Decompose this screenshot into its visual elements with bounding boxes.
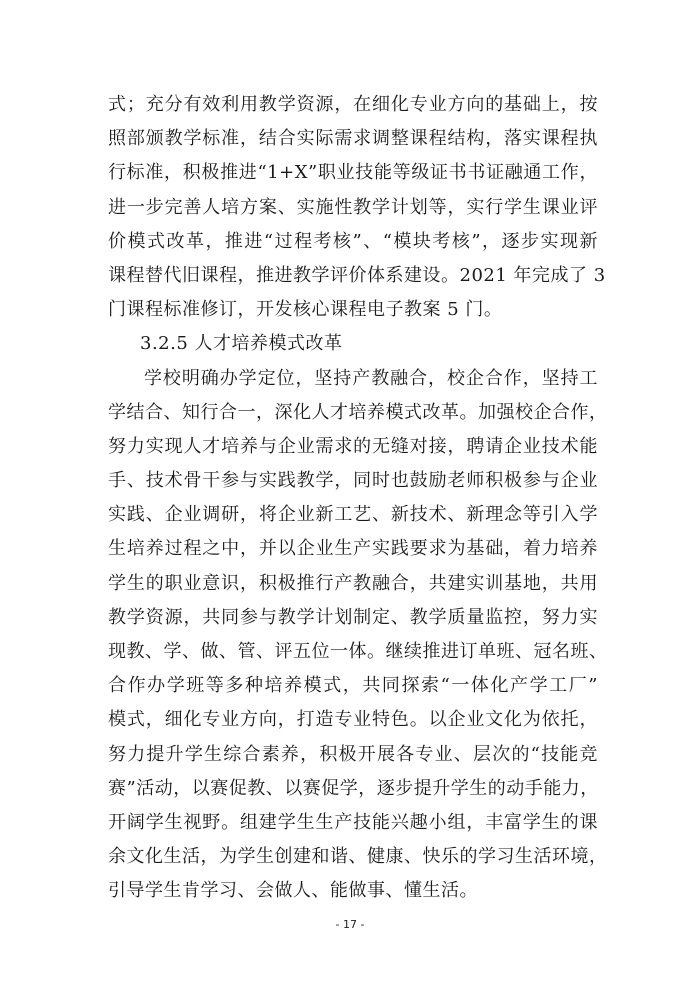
paragraph-2-line: 赛”活动，以赛促教、以赛促学，逐步提升学生的动手能力， <box>108 777 599 799</box>
paragraph-2-line: 生培养过程之中，并以企业生产实践要求为基础，着力培养 <box>108 538 598 560</box>
body-text <box>108 88 608 909</box>
paragraph-2-line: 教学资源，共同参与教学计划制定、教学质量监控，努力实 <box>108 606 598 628</box>
page-number: - 17 - <box>335 918 365 931</box>
paragraph-1-line: 进一步完善人培方案、实施性教学计划等，实行学生课业评 <box>108 196 598 218</box>
paragraph-2-line: 开阔学生视野。组建学生生产技能兴趣小组，丰富学生的课 <box>108 811 598 833</box>
paragraph-2-line: 引导学生肯学习、会做人、能做事、懂生活。 <box>108 880 478 902</box>
paragraph-2-line: 模式，细化专业方向，打造专业特色。以企业文化为依托， <box>108 709 598 731</box>
paragraph-2-line: 余文化生活，为学生创建和谐、健康、快乐的学习生活环境， <box>108 846 608 868</box>
paragraph-1-line: 照部颁教学标准，结合实际需求调整课程结构，落实课程执 <box>108 128 598 150</box>
paragraph-2-line: 学校明确办学定位，坚持产教融合，校企合作，坚持工 <box>144 367 598 389</box>
paragraph-1-line: 行标准，积极推进“1+X”职业技能等级证书书证融通工作， <box>108 162 598 184</box>
paragraph-1-line: 课程替代旧课程，推进教学评价体系建设。2021 年完成了 3 <box>108 264 606 286</box>
paragraph-2-line: 实践、企业调研，将企业新工艺、新技术、新理念等引入学 <box>108 504 598 526</box>
paragraph-1-line: 价模式改革，推进“过程考核”、“模块考核”，逐步实现新 <box>108 230 598 252</box>
paragraph-2-line: 手、技术骨干参与实践教学，同时也鼓励老师积极参与企业 <box>108 470 598 492</box>
paragraph-1-line: 式；充分有效利用教学资源，在细化专业方向的基础上，按 <box>108 94 598 115</box>
paragraph-2-line: 学结合、知行合一，深化人才培养模式改革。加强校企合作， <box>108 401 608 423</box>
paragraph-2-line: 现教、学、做、管、评五位一体。继续推进订单班、冠名班、 <box>108 641 608 662</box>
paragraph-2-line: 努力实现人才培养与企业需求的无缝对接，聘请企业技术能 <box>108 435 598 457</box>
section-heading: 3.2.5 人才培养模式改革 <box>140 333 343 355</box>
paragraph-1-line: 门课程标准修订，开发核心课程电子教案 5 门。 <box>108 299 503 321</box>
paragraph-2-line: 努力提升学生综合素养，积极开展各专业、层次的“技能竞 <box>108 743 598 765</box>
paragraph-2-line: 合作办学班等多种培养模式，共同探索“一体化产学工厂” <box>108 675 598 697</box>
paragraph-2-line: 学生的职业意识，积极推行产教融合，共建实训基地，共用 <box>108 572 598 594</box>
